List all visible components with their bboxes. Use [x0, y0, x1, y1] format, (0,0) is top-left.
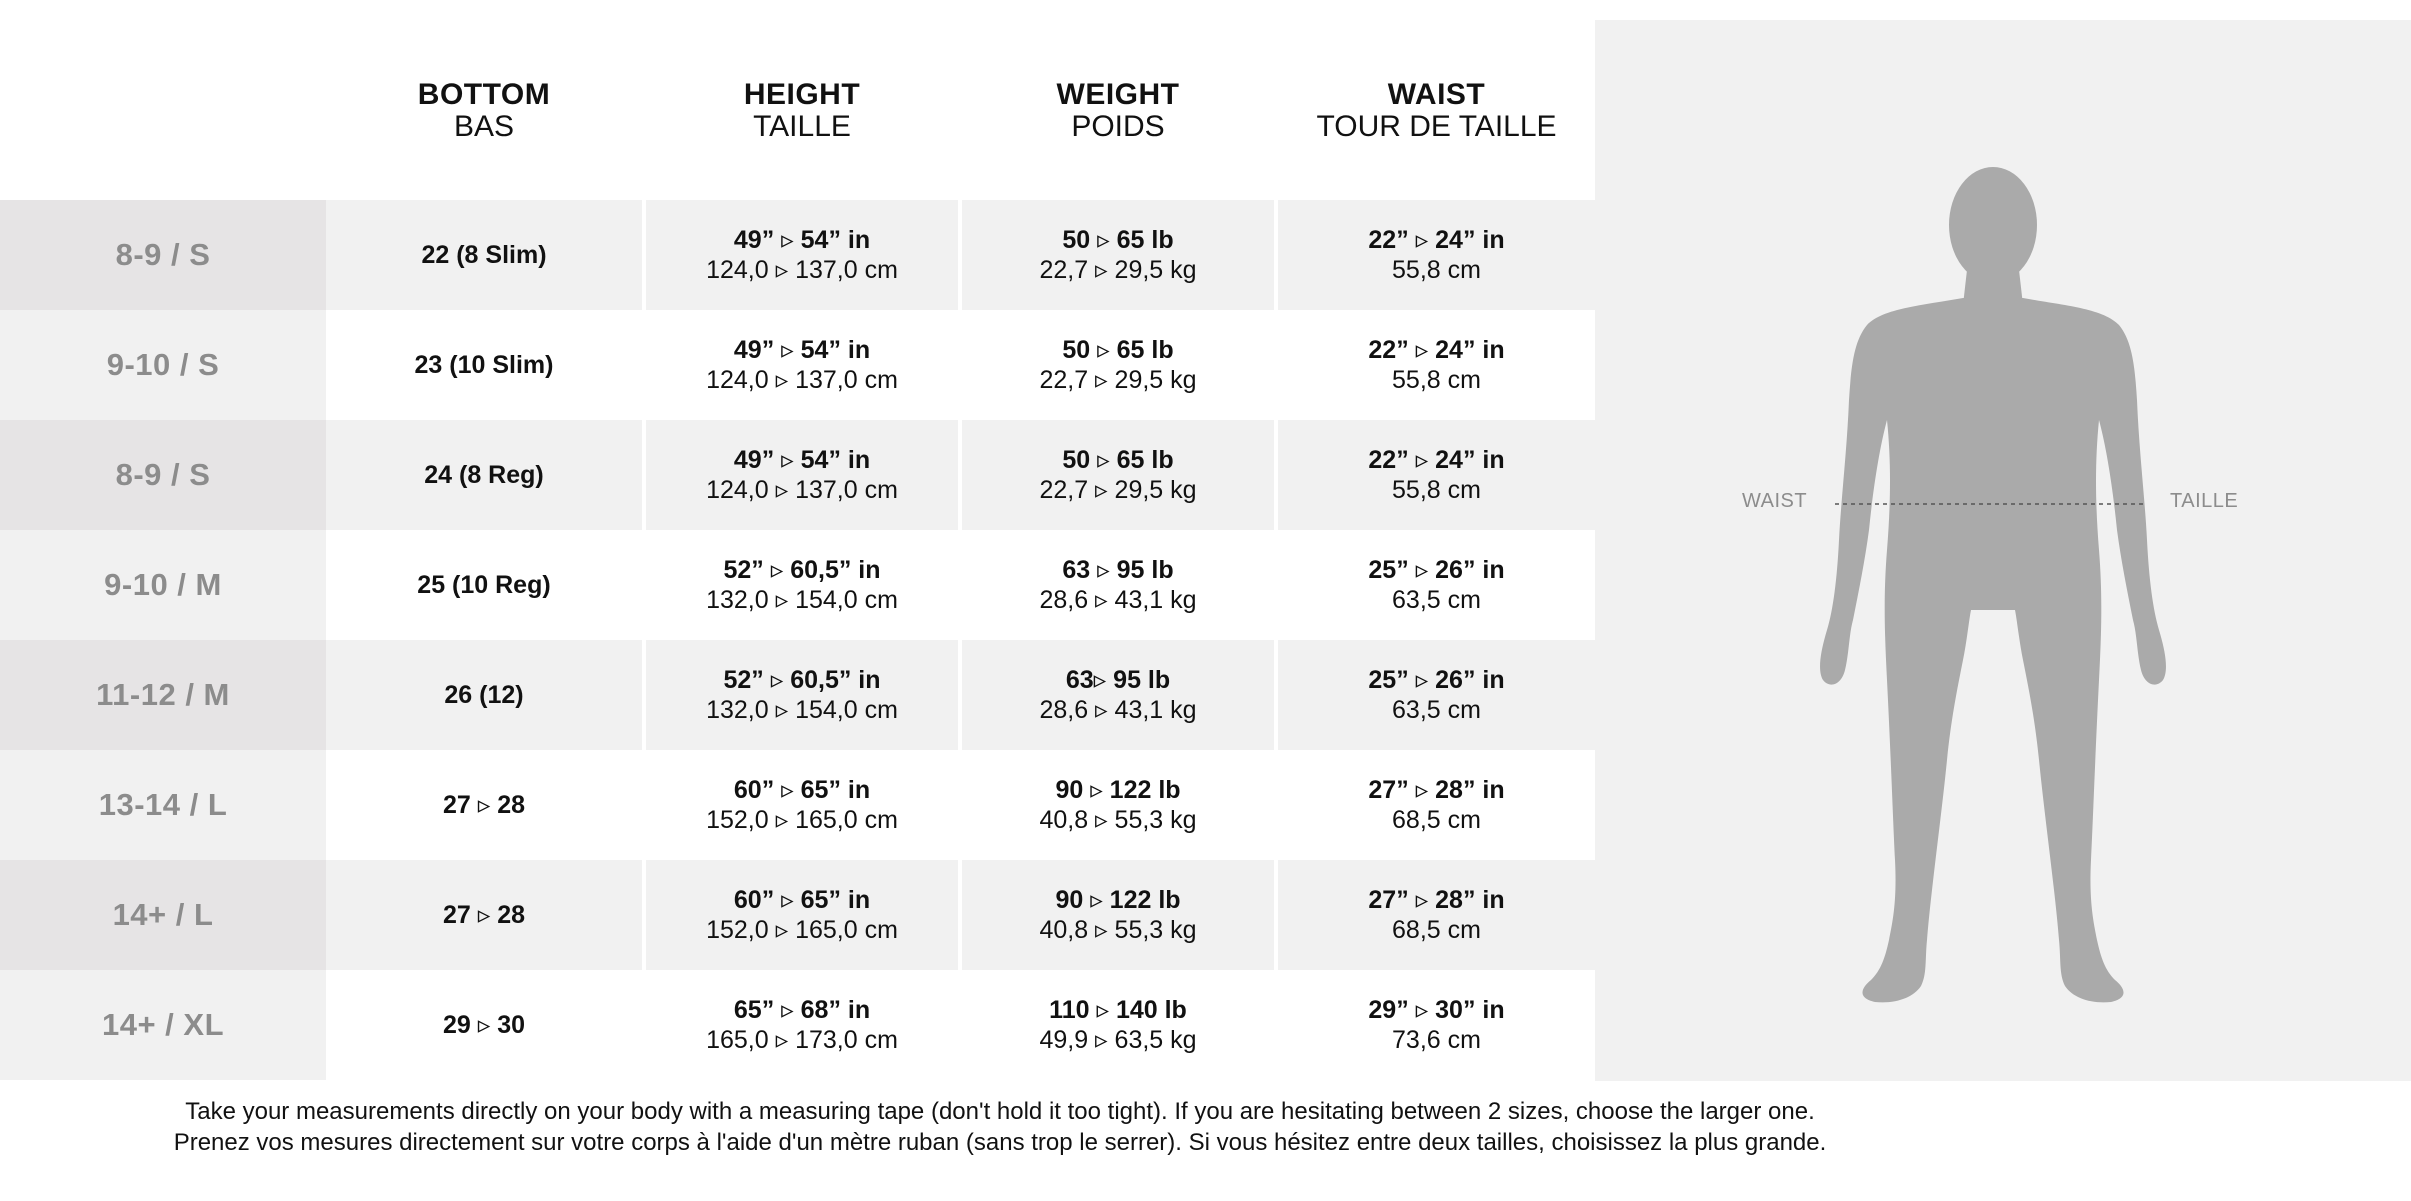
header-waist-en: WAIST	[1387, 78, 1486, 111]
weight-lb: 90 ▹ 122 lb	[1055, 886, 1181, 914]
height-cm: 132,0 ▹ 154,0 cm	[706, 696, 898, 724]
height-in: 49” ▹ 54” in	[733, 226, 871, 254]
waist-cm: 55,8 cm	[1392, 476, 1481, 504]
weight-lb: 110 ▹ 140 lb	[1049, 996, 1187, 1024]
waist-cm: 63,5 cm	[1392, 696, 1481, 724]
weight-cell	[962, 200, 1274, 310]
bottom-size: 27 ▹ 28	[326, 860, 642, 970]
header-height-en: HEIGHT	[743, 78, 861, 111]
waist-in: 22” ▹ 24” in	[1368, 226, 1505, 254]
table-row	[0, 970, 1595, 1080]
height-cell	[646, 200, 958, 310]
height-cell	[646, 530, 958, 640]
header-waist	[1278, 0, 1595, 200]
table-row	[0, 640, 1595, 750]
footer-note-fr: Prenez vos mesures directement sur votre corps à l'aide d'un mètre ruban (sans trop le serrer). Si vous hésitez entre deux tailles, choisissez la plus grande.	[173, 1129, 1827, 1156]
height-in: 49” ▹ 54” in	[733, 336, 871, 364]
height-cell	[646, 860, 958, 970]
body-silhouette-icon	[1595, 20, 2411, 1081]
height-in: 52” ▹ 60,5” in	[723, 666, 881, 694]
height-in: 60” ▹ 65” in	[733, 776, 871, 804]
height-cm: 124,0 ▹ 137,0 cm	[706, 476, 898, 504]
weight-lb: 90 ▹ 122 lb	[1055, 776, 1181, 804]
height-in: 52” ▹ 60,5” in	[723, 556, 881, 584]
height-cell	[646, 420, 958, 530]
height-cell	[646, 310, 958, 420]
footer-note	[0, 1096, 2000, 1158]
waist-in: 25” ▹ 26” in	[1368, 556, 1505, 584]
weight-kg: 22,7 ▹ 29,5 kg	[1039, 476, 1197, 504]
weight-kg: 22,7 ▹ 29,5 kg	[1039, 256, 1197, 284]
waist-cm: 55,8 cm	[1392, 366, 1481, 394]
waist-cell	[1278, 420, 1595, 530]
waist-cm: 63,5 cm	[1392, 586, 1481, 614]
bottom-size: 22 (8 Slim)	[326, 200, 642, 310]
weight-cell	[962, 530, 1274, 640]
height-cm: 152,0 ▹ 165,0 cm	[706, 916, 898, 944]
header-waist-fr: TOUR DE TAILLE	[1316, 110, 1557, 143]
size-label: 8-9 / S	[0, 200, 326, 310]
waist-cell	[1278, 750, 1595, 860]
footer-note-en: Take your measurements directly on your body with a measuring tape (don't hold it too tight). If you are hesitating between 2 sizes, choose the larger one.	[185, 1098, 1815, 1125]
weight-lb: 50 ▹ 65 lb	[1062, 226, 1174, 254]
header-weight-en: WEIGHT	[1056, 78, 1180, 111]
size-label: 14+ / L	[0, 860, 326, 970]
waist-cm: 73,6 cm	[1392, 1026, 1481, 1054]
weight-cell	[962, 750, 1274, 860]
weight-lb: 63 ▹ 95 lb	[1062, 556, 1174, 584]
weight-lb: 50 ▹ 65 lb	[1062, 336, 1174, 364]
header-weight-fr: POIDS	[1071, 110, 1165, 143]
waist-in: 25” ▹ 26” in	[1368, 666, 1505, 694]
table-body	[0, 200, 1595, 1081]
waist-cell	[1278, 640, 1595, 750]
size-label: 8-9 / S	[0, 420, 326, 530]
waist-cell	[1278, 970, 1595, 1080]
table-header-row	[0, 0, 1595, 200]
header-bottom-fr: BAS	[453, 110, 515, 143]
waist-cell	[1278, 860, 1595, 970]
weight-lb: 63▹ 95 lb	[1065, 666, 1171, 694]
waist-cell	[1278, 310, 1595, 420]
waist-in: 22” ▹ 24” in	[1368, 446, 1505, 474]
bottom-size: 27 ▹ 28	[326, 750, 642, 860]
weight-cell	[962, 860, 1274, 970]
height-cell	[646, 750, 958, 860]
body-figure-panel	[1595, 20, 2411, 1081]
bottom-size: 25 (10 Reg)	[326, 530, 642, 640]
waist-in: 27” ▹ 28” in	[1368, 886, 1505, 914]
header-weight	[962, 0, 1274, 200]
table-row	[0, 530, 1595, 640]
waist-cm: 55,8 cm	[1392, 256, 1481, 284]
bottom-size: 29 ▹ 30	[326, 970, 642, 1080]
waist-cm: 68,5 cm	[1392, 916, 1481, 944]
height-cm: 132,0 ▹ 154,0 cm	[706, 586, 898, 614]
waist-cell	[1278, 200, 1595, 310]
weight-lb: 50 ▹ 65 lb	[1062, 446, 1174, 474]
bottom-size: 23 (10 Slim)	[326, 310, 642, 420]
height-cell	[646, 970, 958, 1080]
size-label: 9-10 / M	[0, 530, 326, 640]
bottom-size: 24 (8 Reg)	[326, 420, 642, 530]
weight-kg: 40,8 ▹ 55,3 kg	[1039, 806, 1197, 834]
bottom-size: 26 (12)	[326, 640, 642, 750]
waist-label-en: WAIST	[1742, 490, 1808, 512]
waist-cm: 68,5 cm	[1392, 806, 1481, 834]
size-label: 11-12 / M	[0, 640, 326, 750]
table-row	[0, 860, 1595, 970]
height-in: 60” ▹ 65” in	[733, 886, 871, 914]
size-label: 9-10 / S	[0, 310, 326, 420]
weight-cell	[962, 640, 1274, 750]
waist-cell	[1278, 530, 1595, 640]
height-cm: 152,0 ▹ 165,0 cm	[706, 806, 898, 834]
size-label: 14+ / XL	[0, 970, 326, 1080]
weight-kg: 28,6 ▹ 43,1 kg	[1039, 586, 1197, 614]
height-cm: 124,0 ▹ 137,0 cm	[706, 366, 898, 394]
weight-cell	[962, 970, 1274, 1080]
waist-label-fr: TAILLE	[2170, 490, 2239, 512]
table-row	[0, 420, 1595, 530]
weight-kg: 40,8 ▹ 55,3 kg	[1039, 916, 1197, 944]
height-in: 49” ▹ 54” in	[733, 446, 871, 474]
weight-kg: 22,7 ▹ 29,5 kg	[1039, 366, 1197, 394]
height-cm: 124,0 ▹ 137,0 cm	[706, 256, 898, 284]
weight-kg: 28,6 ▹ 43,1 kg	[1039, 696, 1197, 724]
waist-in: 27” ▹ 28” in	[1368, 776, 1505, 804]
waist-in: 22” ▹ 24” in	[1368, 336, 1505, 364]
height-in: 65” ▹ 68” in	[733, 996, 871, 1024]
height-cell	[646, 640, 958, 750]
header-height	[646, 0, 958, 200]
weight-cell	[962, 420, 1274, 530]
weight-kg: 49,9 ▹ 63,5 kg	[1039, 1026, 1197, 1054]
waist-in: 29” ▹ 30” in	[1368, 996, 1505, 1024]
header-bottom-en: BOTTOM	[417, 78, 551, 111]
table-row	[0, 310, 1595, 420]
header-height-fr: TAILLE	[753, 110, 851, 143]
table-row	[0, 200, 1595, 310]
weight-cell	[962, 310, 1274, 420]
header-bottom	[326, 0, 642, 200]
size-label: 13-14 / L	[0, 750, 326, 860]
height-cm: 165,0 ▹ 173,0 cm	[706, 1026, 898, 1054]
table-row	[0, 750, 1595, 860]
